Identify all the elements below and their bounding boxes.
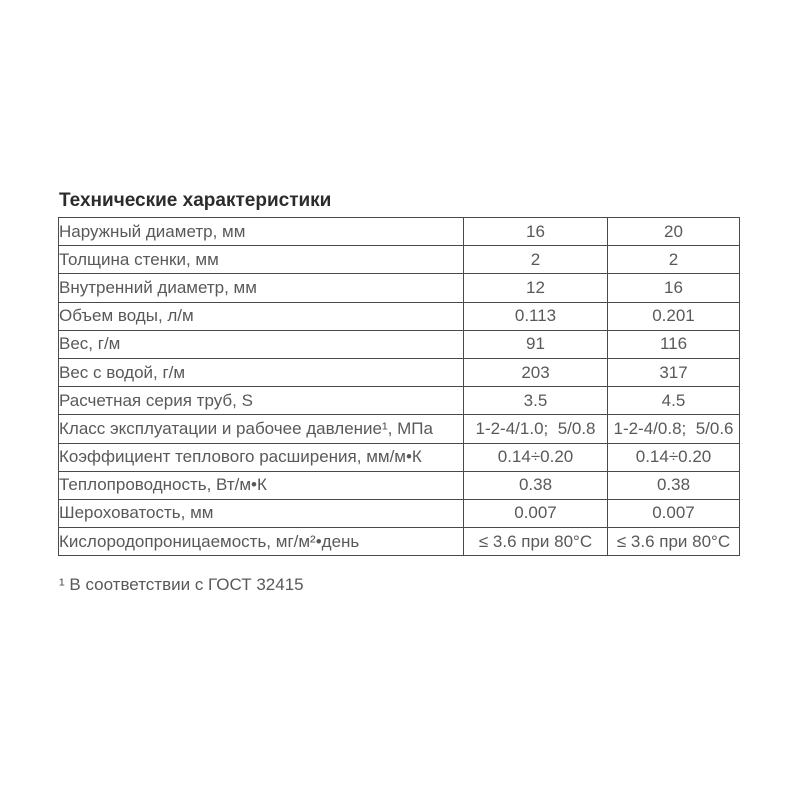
table-row xyxy=(59,443,740,471)
value-d16: 91 xyxy=(464,330,608,358)
row-label: Наружный диаметр, мм xyxy=(59,218,464,246)
value-d20: 16 xyxy=(608,274,740,302)
row-label: Теплопроводность, Вт/м•К xyxy=(59,471,464,499)
row-label: Кислородопроницаемость, мг/м²•день xyxy=(59,528,464,556)
value-d20: 1-2-4/0.8; 5/0.6 xyxy=(608,415,740,443)
value-d16: 0.14÷0.20 xyxy=(464,443,608,471)
row-label: Расчетная серия труб, S xyxy=(59,387,464,415)
content-area xyxy=(58,190,739,595)
table-row xyxy=(59,358,740,386)
value-d16: 0.113 xyxy=(464,302,608,330)
row-label: Шероховатость, мм xyxy=(59,499,464,527)
value-d20: 317 xyxy=(608,358,740,386)
table-row xyxy=(59,471,740,499)
value-d16: 3.5 xyxy=(464,387,608,415)
value-d20: 0.38 xyxy=(608,471,740,499)
row-label: Класс эксплуатации и рабочее давление¹, МПа xyxy=(59,415,464,443)
table-row xyxy=(59,302,740,330)
row-label: Толщина стенки, мм xyxy=(59,246,464,274)
value-d16: ≤ 3.6 при 80°С xyxy=(464,528,608,556)
page-title: Технические характеристики xyxy=(59,190,332,211)
table-row xyxy=(59,415,740,443)
value-d20: 0.14÷0.20 xyxy=(608,443,740,471)
value-d16: 0.38 xyxy=(464,471,608,499)
value-d16: 2 xyxy=(464,246,608,274)
row-label: Вес, г/м xyxy=(59,330,464,358)
technical-specs-table xyxy=(58,217,740,556)
value-d16: 203 xyxy=(464,358,608,386)
table-row xyxy=(59,330,740,358)
row-label: Объем воды, л/м xyxy=(59,302,464,330)
table-row xyxy=(59,528,740,556)
value-d20: 116 xyxy=(608,330,740,358)
table-row xyxy=(59,218,740,246)
row-label: Вес с водой, г/м xyxy=(59,358,464,386)
table-row xyxy=(59,246,740,274)
row-label: Внутренний диаметр, мм xyxy=(59,274,464,302)
value-d20: 4.5 xyxy=(608,387,740,415)
value-d20: 0.201 xyxy=(608,302,740,330)
table-row xyxy=(59,499,740,527)
value-d16: 0.007 xyxy=(464,499,608,527)
value-d20: 0.007 xyxy=(608,499,740,527)
value-d16: 1-2-4/1.0; 5/0.8 xyxy=(464,415,608,443)
value-d16: 16 xyxy=(464,218,608,246)
value-d20: 20 xyxy=(608,218,740,246)
table-row xyxy=(59,387,740,415)
value-d20: 2 xyxy=(608,246,740,274)
footnote: ¹ В соответствии с ГОСТ 32415 xyxy=(59,575,304,595)
row-label: Коэффициент теплового расширения, мм/м•К xyxy=(59,443,464,471)
table-row xyxy=(59,274,740,302)
value-d16: 12 xyxy=(464,274,608,302)
value-d20: ≤ 3.6 при 80°С xyxy=(608,528,740,556)
